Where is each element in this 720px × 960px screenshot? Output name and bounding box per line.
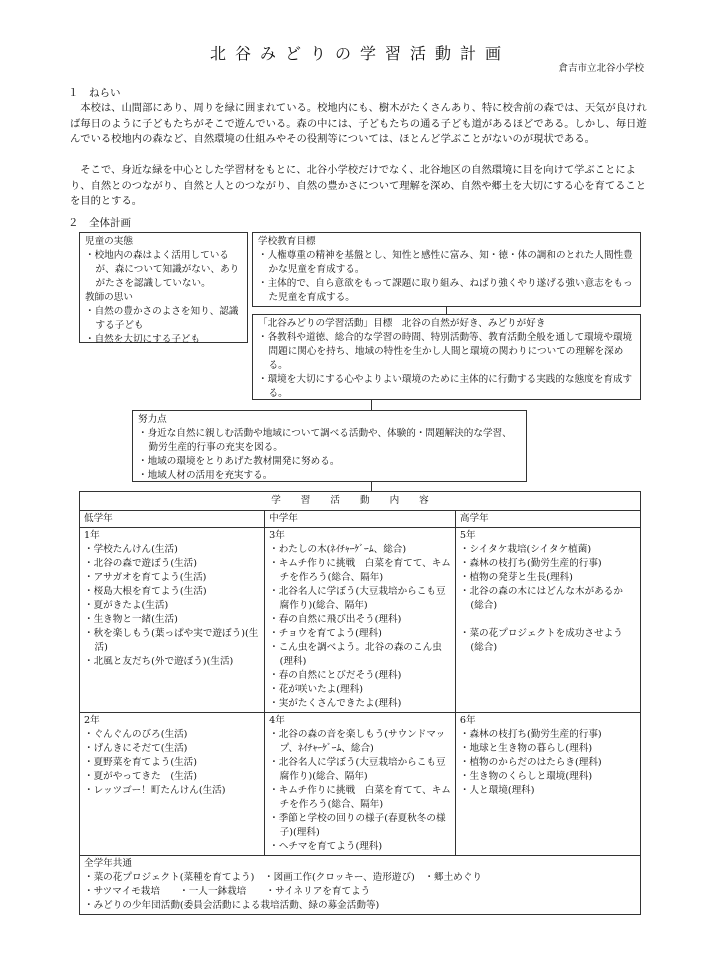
list-item: ・ チョウを育てよう(理科) xyxy=(269,627,451,641)
list-item: ・ 花が咲いたよ(理科) xyxy=(269,683,451,697)
effort-item: ・ 身近な自然に親しむ活動や地域について調べる活動や、体験的・問題解決的な学習、勤労生産的行事の充実を図る。 xyxy=(138,427,521,455)
list-item: ・ シイタケ栽培(シイタケ植菌) xyxy=(460,543,636,557)
grade4-cell: 4年 ・ 北谷の森の音を楽しもう(サウンドマップ、ﾈｲﾁｬｰｹﾞｰﾑ、総合) ・ 北谷名人に学ぼう(大豆栽培からこも豆腐作り)(総合、隔年) ・ キムチ作りに挑戦 白菜を育てて、キムチを作ろう(総合、隔年) ・ 季節と学校の回りの様子(春夏秋冬の様子)(理科) ・ ヘチマを育てよう(理科) xyxy=(265,713,456,856)
grade3-cell: 3年 ・ わたしの木(ﾈｲﾁｬｰｹﾞｰﾑ、総合) ・ キムチ作りに挑戦 白菜を育てて、キムチを作ろう(総合、隔年) ・ 北谷名人に学ぼう(大豆栽培からこも豆腐作り)(総合、隔年) ・ 春の自然に飛び出そう(理科) ・ チョウを育てよう(理科) ・ こん虫を調べよう。北谷の森のこん虫(理科) ・ 春の自然にとびだそう(理科) ・ 花が咲いたよ(理科) ・ 実がたくさんできたよ(理科) xyxy=(265,528,456,713)
children-box xyxy=(79,232,248,343)
school-goals-title: 学校教育目標 xyxy=(258,236,316,247)
list-item: ・ 春の自然にとびだそう(理科) xyxy=(269,669,451,683)
common-line: ・みどりの少年団活動(委員会活動による栽培活動、緑の募金活動等) xyxy=(84,900,380,911)
school-goal-item: ・ 主体的で、自ら意欲をもって課題に取り組み、ねばり強くやり遂げる強い意志をもった児童を育成する。 xyxy=(258,277,635,305)
table-row xyxy=(80,856,641,915)
grade5-cell: 5年 ・ シイタケ栽培(シイタケ植菌) ・ 森林の枝打ち(勤労生産的行事) ・ 植物の発芽と生長(理科) ・ 北谷の森の木にはどんな木があるか(総合) ・ 菜の花プロジェクトを成功させよう(総合) xyxy=(455,528,640,713)
col-low-header: 低学年 xyxy=(80,511,265,528)
midori-goal-item: ・ 各教科や道徳、総合的な学習の時間、特別活動等、教育活動全般を通して環境や環境問題に関心を持ち、地域の特性を生かし人間と環境の関わりについての理解を深める。 xyxy=(258,331,635,373)
list-item: ・ キムチ作りに挑戦 白菜を育てて、キムチを作ろう(総合、隔年) xyxy=(269,784,451,812)
list-item: ・ 北谷の森で遊ぼう(生活) xyxy=(84,557,260,571)
list-item: ・ 植物のからだのはたらき(理科) xyxy=(460,756,636,770)
list-item: ・ 春の自然に飛び出そう(理科) xyxy=(269,613,451,627)
section1-paragraph-2: そこで、身近な緑を中心とした学習材をもとに、北谷小学校だけでなく、北谷地区の自然環境に目を向けて学ぶことにより、自然とのつながり、自然と人とのつながり、自然の豊かさについて理解を深め、自然や郷土を大切にする心を育てることを目的とする。 xyxy=(70,164,647,208)
effort-item: ・ 地域人材の活用を充実する。 xyxy=(138,469,521,483)
page-title: 北谷みどりの学習活動計画 xyxy=(209,44,510,63)
list-item: ・ アサガオを育てよう(生活) xyxy=(84,571,260,585)
activity-table xyxy=(79,491,641,915)
connector-line xyxy=(446,307,447,314)
midori-goal-box xyxy=(252,314,641,400)
list-item: ・ 北風と友だち(外で遊ぼう)(生活) xyxy=(84,655,260,669)
list-item: ・ 北谷の森の音を楽しもう(サウンドマップ、ﾈｲﾁｬｰｹﾞｰﾑ、総合) xyxy=(269,728,451,756)
list-item: ・ 桜島大根を育てよう(生活) xyxy=(84,585,260,599)
school-goals-box xyxy=(252,232,641,307)
list-item: ・ 人と環境(理科) xyxy=(460,784,636,798)
col-high-header: 高学年 xyxy=(455,511,640,528)
list-item: ・ 夏野菜を育てよう(生活) xyxy=(84,756,260,770)
grade1-cell: 1年 ・ 学校たんけん(生活) ・ 北谷の森で遊ぼう(生活) ・ アサガオを育てよう(生活) ・ 桜島大根を育てよう(生活) ・ 夏がきたよ(生活) ・ 生き物と一緒(生活) ・ 秋を楽しもう(葉っぱや実で遊ぼう)(生活) ・ 北風と友だち(外で遊ぼう)(生活) xyxy=(80,528,265,713)
list-item: ・ 実がたくさんできたよ(理科) xyxy=(269,697,451,711)
school-goal-item: ・ 人権尊重の精神を基盤とし、知性と感性に富み、知・徳・体の調和のとれた人間性豊かな児童を育成する。 xyxy=(258,249,635,277)
col-mid-header: 中学年 xyxy=(265,511,456,528)
list-item: ・ 北谷の森の木にはどんな木があるか(総合) xyxy=(460,585,636,613)
connector-line xyxy=(371,400,372,410)
midori-goal-item: ・ 環境を大切にする心やよりよい環境のために主体的に行動する実践的な態度を育成する。 xyxy=(258,373,635,401)
list-item: ・ 生き物と一緒(生活) xyxy=(84,613,260,627)
list-item: ・ 夏がきたよ(生活) xyxy=(84,599,260,613)
teacher-wish-item: ・ 自然の豊かさのよさを知り、認識する子ども xyxy=(85,305,242,333)
section2-heading: ２ 全体計画 xyxy=(68,217,131,229)
list-item: ・ こん虫を調べよう。北谷の森のこん虫(理科) xyxy=(269,641,451,669)
common-cell xyxy=(80,856,641,915)
teacher-wish-title: 教師の思い xyxy=(85,292,133,303)
grade6-cell: 6年 ・ 森林の枝打ち(勤労生産的行事) ・ 地球と生き物の暮らし(理科) ・ 植物のからだのはたらき(理科) ・ 生き物のくらしと環境(理科) ・ 人と環境(理科) xyxy=(455,713,640,856)
common-title: 全学年共通 xyxy=(84,858,132,869)
children-title: 児童の実態 xyxy=(85,236,133,247)
grade2-cell: 2年 ・ ぐんぐんのびろ(生活) ・ げんきにそだて(生活) ・ 夏野菜を育てよう(生活) ・ 夏がやってきた (生活) ・ レッツゴー！町たんけん(生活) xyxy=(80,713,265,856)
list-item: ・ レッツゴー！町たんけん(生活) xyxy=(84,784,260,798)
table-row xyxy=(80,528,641,713)
list-item: ・ 森林の枝打ち(勤労生産的行事) xyxy=(460,557,636,571)
list-item: ・ ヘチマを育てよう(理科) xyxy=(269,840,451,854)
list-item: ・ 学校たんけん(生活) xyxy=(84,543,260,557)
list-item: ・ 生き物のくらしと環境(理科) xyxy=(460,770,636,784)
list-item: ・ 森林の枝打ち(勤労生産的行事) xyxy=(460,728,636,742)
section1-heading: １ ねらい xyxy=(68,87,121,99)
connector-line xyxy=(371,482,372,491)
list-item: ・ 夏がやってきた (生活) xyxy=(84,770,260,784)
effort-title: 努力点 xyxy=(138,414,167,425)
list-item: ・ ぐんぐんのびろ(生活) xyxy=(84,728,260,742)
teacher-wish-item: ・ 自然を大切にする子ども xyxy=(85,333,242,347)
table-header: 学習活動内容 xyxy=(80,492,641,511)
effort-item: ・ 地域の環境をとりあげた教材開発に努める。 xyxy=(138,455,521,469)
list-item: ・ 北谷名人に学ぼう(大豆栽培からこも豆腐作り)(総合、隔年) xyxy=(269,756,451,784)
effort-box xyxy=(132,410,527,482)
list-item: ・ 植物の発芽と生長(理科) xyxy=(460,571,636,585)
list-item: ・ げんきにそだて(生活) xyxy=(84,742,260,756)
children-item: ・ 校地内の森はよく活用しているが、森について知識がない、ありがたさを認識していない。 xyxy=(85,249,242,291)
list-item: ・ 秋を楽しもう(葉っぱや実で遊ぼう)(生活) xyxy=(84,627,260,655)
list-item: ・ 菜の花プロジェクトを成功させよう(総合) xyxy=(460,627,636,655)
list-item: ・ キムチ作りに挑戦 白菜を育てて、キムチを作ろう(総合、隔年) xyxy=(269,557,451,585)
common-line: ・菜の花プロジェクト(菜種を育てよう) ・図画工作(クロッキー、造形遊び) ・郷土めぐり xyxy=(84,872,482,883)
list-item: ・ 季節と学校の回りの様子(春夏秋冬の様子)(理科) xyxy=(269,812,451,840)
midori-goal-title: 「北谷みどりの学習活動」目標 北谷の自然が好き、みどりが好き xyxy=(258,318,546,329)
table-row xyxy=(80,713,641,856)
list-item: ・ 地球と生き物の暮らし(理科) xyxy=(460,742,636,756)
list-item: ・ わたしの木(ﾈｲﾁｬｰｹﾞｰﾑ、総合) xyxy=(269,543,451,557)
common-line: ・サツマイモ栽培 ・一人一鉢栽培 ・サイネリアを育てよう xyxy=(84,886,371,897)
list-item: ・ 北谷名人に学ぼう(大豆栽培からこも豆腐作り)(総合、隔年) xyxy=(269,585,451,613)
section1-paragraph-1: 本校は、山間部にあり、周りを緑に囲まれている。校地内にも、樹木がたくさんあり、特に校舎前の森では、天気が良ければ毎日のように子どもたちがそこで遊んでいる。森の中には、子どもたちの通る子ども道があるほどである。しかし、毎日遊んでいる校地内の森など、自然環境の仕組みやその役割等については、ほとんど学ぶことがないのが現状である。 xyxy=(70,102,647,146)
school-name: 倉吉市立北谷小学校 xyxy=(558,63,644,74)
